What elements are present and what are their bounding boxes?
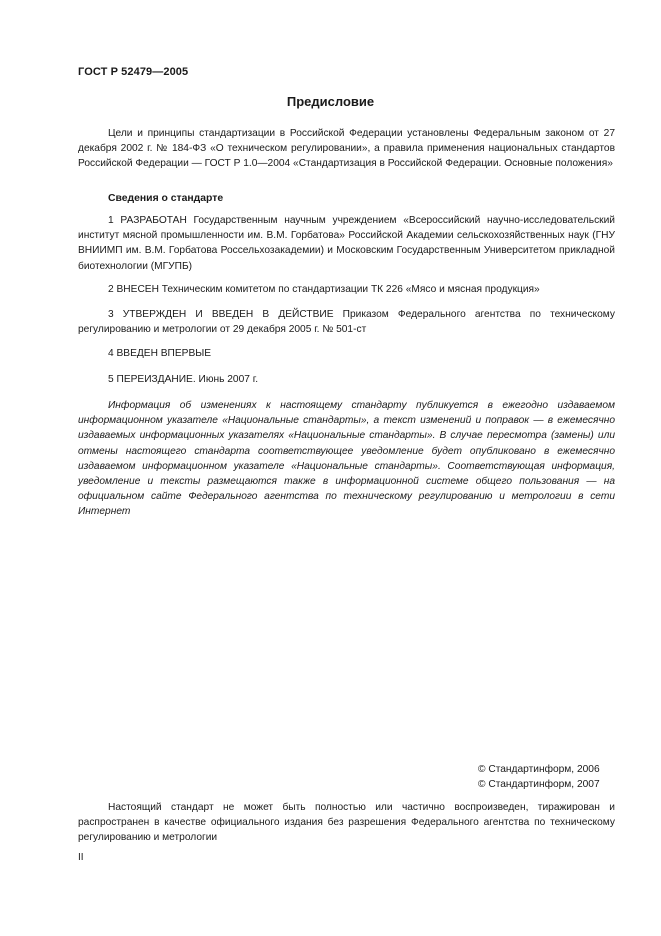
- foreword-intro: Цели и принципы стандартизации в Российской Федерации установлены Федеральным законом от 27 декабря 2002 г. № 184-ФЗ «О техническом регулировании», а правила применения национальных стандартов Российской Федерации — ГОСТ Р 1.0—2004 «Стандартизация в Российской Федерации. Основные положения»: [78, 128, 615, 170]
- page-number: II: [78, 852, 84, 863]
- copyright-2006: © Стандартинформ, 2006: [478, 764, 600, 775]
- copyright-2007: © Стандартинформ, 2007: [478, 779, 600, 790]
- info-item-1: 1 РАЗРАБОТАН Государственным научным учреждением «Всероссийский научно-исследовательский институт мясной промышленности им. В.М. Горбатова» Российской Академии сельскохозяйственных наук (ГНУ ВНИИМП им. В.М. Горбатова Россельхозакадемии) и Московским Государственным Университетом прикладной биотехнологии (МГУПБ): [78, 215, 615, 272]
- info-item-2: 2 ВНЕСЕН Техническим комитетом по стандартизации ТК 226 «Мясо и мясная продукция»: [108, 284, 540, 295]
- change-notice-block: [78, 398, 615, 520]
- legal-notice-block: [78, 800, 615, 846]
- info-item-5-block: [78, 372, 615, 387]
- standard-info-heading: Сведения о стандарте: [108, 193, 224, 204]
- info-item-2-block: [78, 282, 615, 297]
- info-item-3-block: [78, 307, 615, 337]
- page-title: Предисловие: [286, 94, 375, 109]
- document-id: ГОСТ Р 52479—2005: [78, 66, 189, 78]
- info-item-5: 5 ПЕРЕИЗДАНИЕ. Июнь 2007 г.: [108, 374, 259, 385]
- legal-notice: Настоящий стандарт не может быть полностью или частично воспроизведен, тиражирован и распространен в качестве официального издания без разрешения Федерального агентства по техническому регулированию и метрологии: [78, 802, 615, 844]
- foreword-intro-block: [78, 126, 615, 172]
- change-notice: Информация об изменениях к настоящему стандарту публикуется в ежегодно издаваемом информационном указателе «Национальные стандарты», а текст изменений и поправок — в ежемесячно издаваемых информационных указателях «Национальные стандарты». В случае пересмотра (замены) или отмены настоящего стандарта соответствующее уведомление будет опубликовано в ежемесячно издаваемом информационном указателе «Национальные стандарты». Соответствующая информация, уведомление и тексты размещаются также в информационной системе общего пользования — на официальном сайте Федерального агентства по техническому регулированию и метрологии в сети Интернет: [78, 400, 615, 518]
- info-item-1-block: [78, 213, 615, 274]
- info-item-4-block: [78, 346, 615, 361]
- info-item-3: 3 УТВЕРЖДЕН И ВВЕДЕН В ДЕЙСТВИЕ Приказом Федерального агентства по техническому регулированию и метрологии от 29 декабря 2005 г. № 501-ст: [78, 309, 615, 336]
- info-item-4: 4 ВВЕДЕН ВПЕРВЫЕ: [108, 348, 212, 359]
